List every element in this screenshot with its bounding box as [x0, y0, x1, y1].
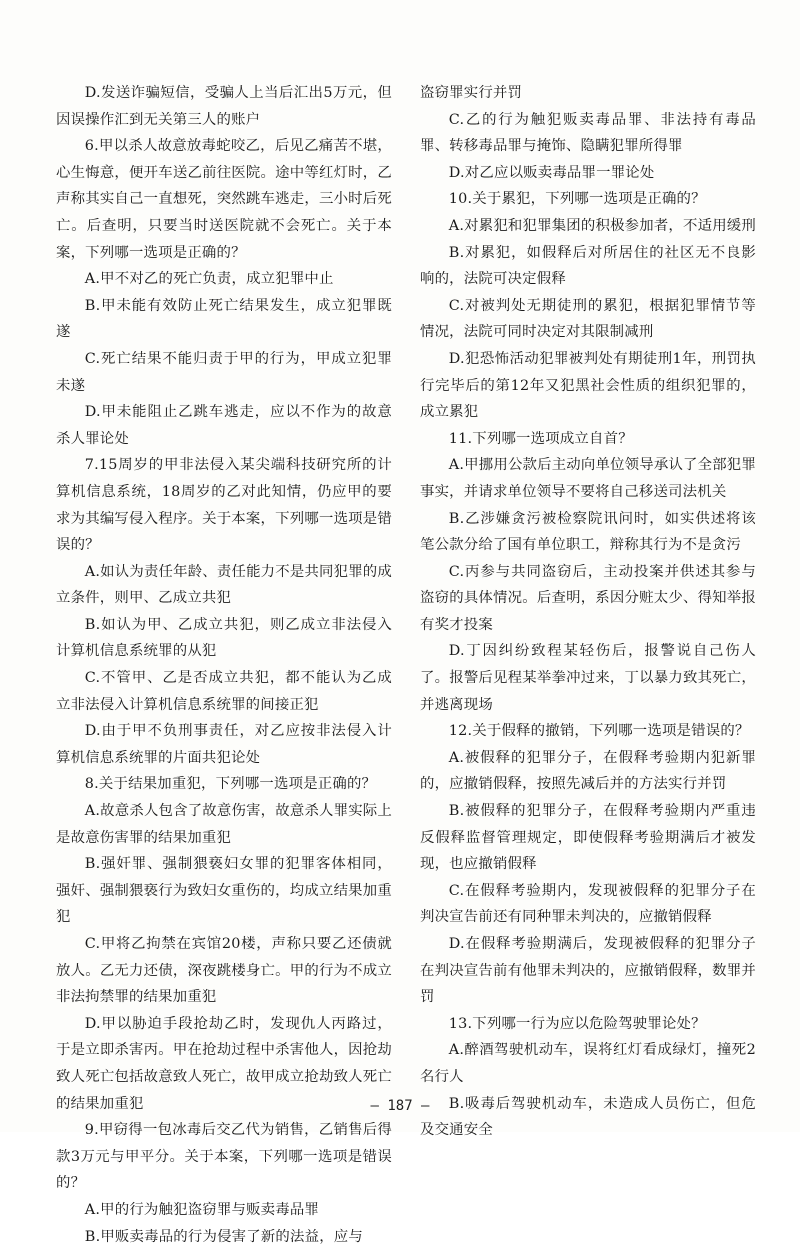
option: C.乙的行为触犯贩卖毒品罪、非法持有毒品罪、转移毒品罪与掩饰、隐瞒犯罪所得罪 [420, 111, 756, 155]
option: B.被假释的犯罪分子，在假释考验期内严重违反假释监督管理规定，即使假释考验期满后才被发现，也应撤销假释 [420, 803, 756, 873]
option: A.故意杀人包含了故意伤害，故意杀人罪实际上是故意伤害罪的结果加重犯 [56, 803, 392, 846]
option: A.醉酒驾驶机动车，误将红灯看成绿灯，撞死2名行人 [420, 1042, 756, 1085]
question-13: 13.下列哪一行为应以危险驾驶罪论处？ [448, 1015, 706, 1032]
option: D.甲未能阻止乙跳车逃走，应以不作为的故意杀人罪论处 [56, 404, 392, 447]
option: B.如认为甲、乙成立共犯，则乙成立非法侵入计算机信息系统罪的从犯 [56, 616, 392, 660]
page-number: — 187 — [370, 1098, 430, 1114]
option: D.犯恐怖活动犯罪被判处有期徒刑1年，刑罚执行完毕后的第12年又犯黑社会性质的组织犯罪的，成立累犯 [420, 350, 756, 421]
question-10: 10.关于累犯，下列哪一选项是正确的？ [448, 191, 706, 208]
option: B.乙涉嫌贪污被检察院讯问时，如实供述将该笔公款分给了国有单位职工，辩称其行为不是贪污 [420, 510, 756, 554]
option: A.被假释的犯罪分子，在假释考验期内犯新罪的，应撤销假释，按照先减后并的方法实行并罚 [420, 749, 756, 793]
option: A.甲不对乙的死亡负责，成立犯罪中止 [84, 271, 334, 288]
option: B.甲贩卖毒品的行为侵害了新的法益，应与 [84, 1228, 363, 1245]
question-12: 12.关于假释的撤销，下列哪一选项是错误的？ [448, 723, 750, 740]
option: A.如认为责任年龄、责任能力不是共同犯罪的成立条件，则甲、乙成立共犯 [56, 563, 392, 607]
option: C.对被判处无期徒刑的累犯，根据犯罪情节等情况，法院可同时决定对其限制减刑 [420, 297, 756, 341]
right-column [420, 80, 756, 1144]
option: B.强奸罪、强制猥亵妇女罪的犯罪客体相同，强奸、强制猥亵行为致妇女重伤的，均成立结果加重犯 [56, 856, 392, 926]
option: A.甲挪用公款后主动向单位领导承认了全部犯罪事实，并请求单位领导不要将自己移送司法机关 [420, 457, 756, 500]
option: D.丁因纠纷致程某轻伤后，报警说自己伤人了。报警后见程某举拳冲过来，丁以暴力致其死亡，并逃离现场 [420, 643, 756, 713]
option: A.甲的行为触犯盗窃罪与贩卖毒品罪 [84, 1201, 320, 1218]
question-11: 11.下列哪一选项成立自首？ [448, 430, 633, 447]
option: D.甲以胁迫手段抢劫乙时，发现仇人丙路过，于是立即杀害丙。甲在抢劫过程中杀害他人，因抢劫致人死亡包括故意致人死亡，故甲成立抢劫致人死亡的结果加重犯 [56, 1015, 392, 1112]
option: C.不管甲、乙是否成立共犯，都不能认为乙成立非法侵入计算机信息系统罪的间接正犯 [56, 670, 392, 713]
question-9: 9.甲窃得一包冰毒后交乙代为销售，乙销售后得款3万元与甲平分。关于本案，下列哪一选项是错误的？ [56, 1122, 392, 1192]
option: D.由于甲不负刑事责任，对乙应按非法侵入计算机信息系统罪的片面共犯论处 [56, 723, 392, 766]
option: B.甲未能有效防止死亡结果发生，成立犯罪既遂 [56, 297, 392, 341]
paragraph: 盗窃罪实行并罚 [420, 85, 523, 101]
option: D.在假释考验期满后，发现被假释的犯罪分子在判决宣告前有他罪未判决的，应撤销假释，数罪并罚 [420, 936, 756, 1006]
paragraph: D.发送诈骗短信，受骗人上当后汇出5万元，但因误操作汇到无关第三人的账户 [56, 85, 392, 128]
question-8: 8.关于结果加重犯，下列哪一选项是正确的？ [84, 776, 377, 793]
option: A.对累犯和犯罪集团的积极参加者，不适用缓刑 [448, 217, 756, 234]
option: C.在假释考验期内，发现被假释的犯罪分子在判决宣告前还有同种罪未判决的，应撤销假释 [420, 882, 756, 926]
option: B.对累犯，如假释后对所居住的社区无不良影响的，法院可决定假释 [420, 244, 756, 288]
option: C.甲将乙拘禁在宾馆20楼，声称只要乙还债就放人。乙无力还债，深夜跳楼身亡。甲的行为不成立非法拘禁罪的结果加重犯 [56, 936, 392, 1006]
option: B.吸毒后驾驶机动车，未造成人员伤亡，但危及交通安全 [420, 1095, 756, 1139]
option: D.对乙应以贩卖毒品罪一罪论处 [448, 164, 655, 181]
question-7: 7.15周岁的甲非法侵入某尖端科技研究所的计算机信息系统，18周岁的乙对此知情，仍应甲的要求为其编写侵入程序。关于本案，下列哪一选项是错误的？ [56, 457, 392, 554]
option: C.丙参与共同盗窃后，主动投案并供述其参与盗窃的具体情况。后查明，系因分赃太少、得知举报有奖才投案 [420, 563, 756, 633]
left-column [56, 80, 392, 1250]
question-6: 6.甲以杀人故意放毒蛇咬乙，后见乙痛苦不堪，心生悔意，便开车送乙前往医院。途中等红灯时，乙声称其实自己一直想死，突然跳车逃走，三小时后死亡。后查明，只要当时送医院就不会死亡。关于本案，下列哪一选项是正确的？ [56, 138, 392, 261]
option: C.死亡结果不能归责于甲的行为，甲成立犯罪未遂 [56, 350, 392, 394]
